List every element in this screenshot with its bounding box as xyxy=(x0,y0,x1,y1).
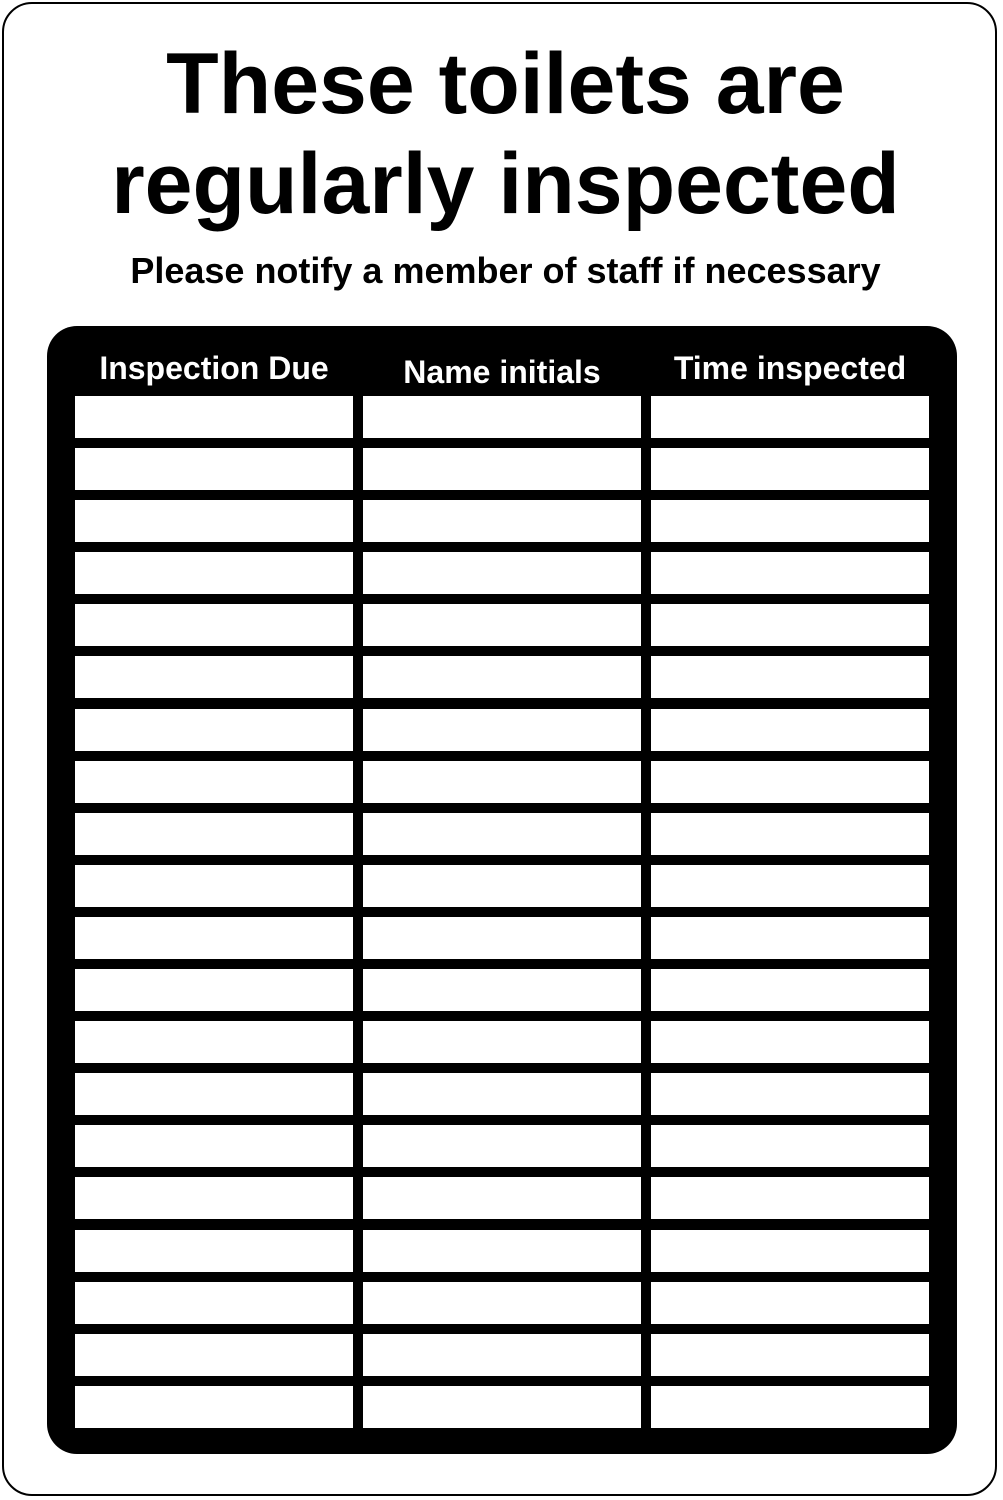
table-row xyxy=(75,656,929,698)
cell-name-initials xyxy=(363,500,641,542)
cell-time-inspected xyxy=(651,917,929,959)
cell-time-inspected xyxy=(651,448,929,490)
cell-inspection-due xyxy=(75,1073,353,1115)
cell-time-inspected xyxy=(651,865,929,907)
table-row xyxy=(75,761,929,803)
cell-time-inspected xyxy=(651,552,929,594)
table-row xyxy=(75,1073,929,1115)
sign-subtitle: Please notify a member of staff if necessary xyxy=(130,250,881,291)
cell-name-initials xyxy=(363,1021,641,1063)
cell-inspection-due xyxy=(75,709,353,751)
cell-name-initials xyxy=(363,604,641,646)
table-row xyxy=(75,969,929,1011)
cell-inspection-due xyxy=(75,1282,353,1324)
cell-name-initials xyxy=(363,1177,641,1219)
cell-name-initials xyxy=(363,1334,641,1376)
cell-name-initials xyxy=(363,761,641,803)
cell-name-initials xyxy=(363,1386,641,1428)
cell-time-inspected xyxy=(651,1230,929,1272)
table-row xyxy=(75,396,929,438)
table-row xyxy=(75,552,929,594)
cell-inspection-due xyxy=(75,604,353,646)
cell-inspection-due xyxy=(75,1334,353,1376)
column-header-inspection-due: Inspection Due xyxy=(99,350,329,386)
cell-inspection-due xyxy=(75,813,353,855)
cell-time-inspected xyxy=(651,500,929,542)
cell-inspection-due xyxy=(75,396,353,438)
cell-inspection-due xyxy=(75,1125,353,1167)
cell-time-inspected xyxy=(651,396,929,438)
table-row xyxy=(75,813,929,855)
cell-inspection-due xyxy=(75,1021,353,1063)
cell-time-inspected xyxy=(651,813,929,855)
sign-title-line-2: regularly inspected xyxy=(111,136,900,232)
table-row xyxy=(75,604,929,646)
table-row xyxy=(75,1386,929,1428)
cell-inspection-due xyxy=(75,865,353,907)
cell-inspection-due xyxy=(75,500,353,542)
cell-name-initials xyxy=(363,709,641,751)
cell-name-initials xyxy=(363,1282,641,1324)
table-row xyxy=(75,500,929,542)
cell-time-inspected xyxy=(651,1334,929,1376)
cell-name-initials xyxy=(363,865,641,907)
cell-time-inspected xyxy=(651,1021,929,1063)
cell-time-inspected xyxy=(651,1282,929,1324)
column-header-name-initials: Name initials xyxy=(403,354,601,390)
cell-inspection-due xyxy=(75,917,353,959)
sign-title-line-1: These toilets are xyxy=(166,36,845,132)
cell-name-initials xyxy=(363,656,641,698)
cell-time-inspected xyxy=(651,709,929,751)
table-row xyxy=(75,865,929,907)
cell-time-inspected xyxy=(651,1177,929,1219)
cell-time-inspected xyxy=(651,969,929,1011)
cell-name-initials xyxy=(363,1125,641,1167)
cell-inspection-due xyxy=(75,1230,353,1272)
cell-inspection-due xyxy=(75,448,353,490)
cell-time-inspected xyxy=(651,1073,929,1115)
cell-inspection-due xyxy=(75,761,353,803)
cell-time-inspected xyxy=(651,1125,929,1167)
cell-time-inspected xyxy=(651,604,929,646)
table-row xyxy=(75,1282,929,1324)
log-rows xyxy=(75,396,929,1438)
cell-inspection-due xyxy=(75,656,353,698)
table-row xyxy=(75,917,929,959)
cell-name-initials xyxy=(363,917,641,959)
cell-time-inspected xyxy=(651,761,929,803)
table-row xyxy=(75,1125,929,1167)
cell-inspection-due xyxy=(75,552,353,594)
column-header-time-inspected: Time inspected xyxy=(673,350,907,386)
cell-name-initials xyxy=(363,552,641,594)
table-row xyxy=(75,1177,929,1219)
cell-name-initials xyxy=(363,1073,641,1115)
cell-name-initials xyxy=(363,396,641,438)
cell-name-initials xyxy=(363,448,641,490)
cell-time-inspected xyxy=(651,1386,929,1428)
cell-name-initials xyxy=(363,813,641,855)
table-row xyxy=(75,1230,929,1272)
cell-inspection-due xyxy=(75,969,353,1011)
table-row xyxy=(75,1021,929,1063)
cell-time-inspected xyxy=(651,656,929,698)
inspection-log-table xyxy=(47,326,957,1454)
table-row xyxy=(75,709,929,751)
cell-inspection-due xyxy=(75,1177,353,1219)
table-row xyxy=(75,1334,929,1376)
cell-name-initials xyxy=(363,969,641,1011)
table-row xyxy=(75,448,929,490)
cell-inspection-due xyxy=(75,1386,353,1428)
cell-name-initials xyxy=(363,1230,641,1272)
